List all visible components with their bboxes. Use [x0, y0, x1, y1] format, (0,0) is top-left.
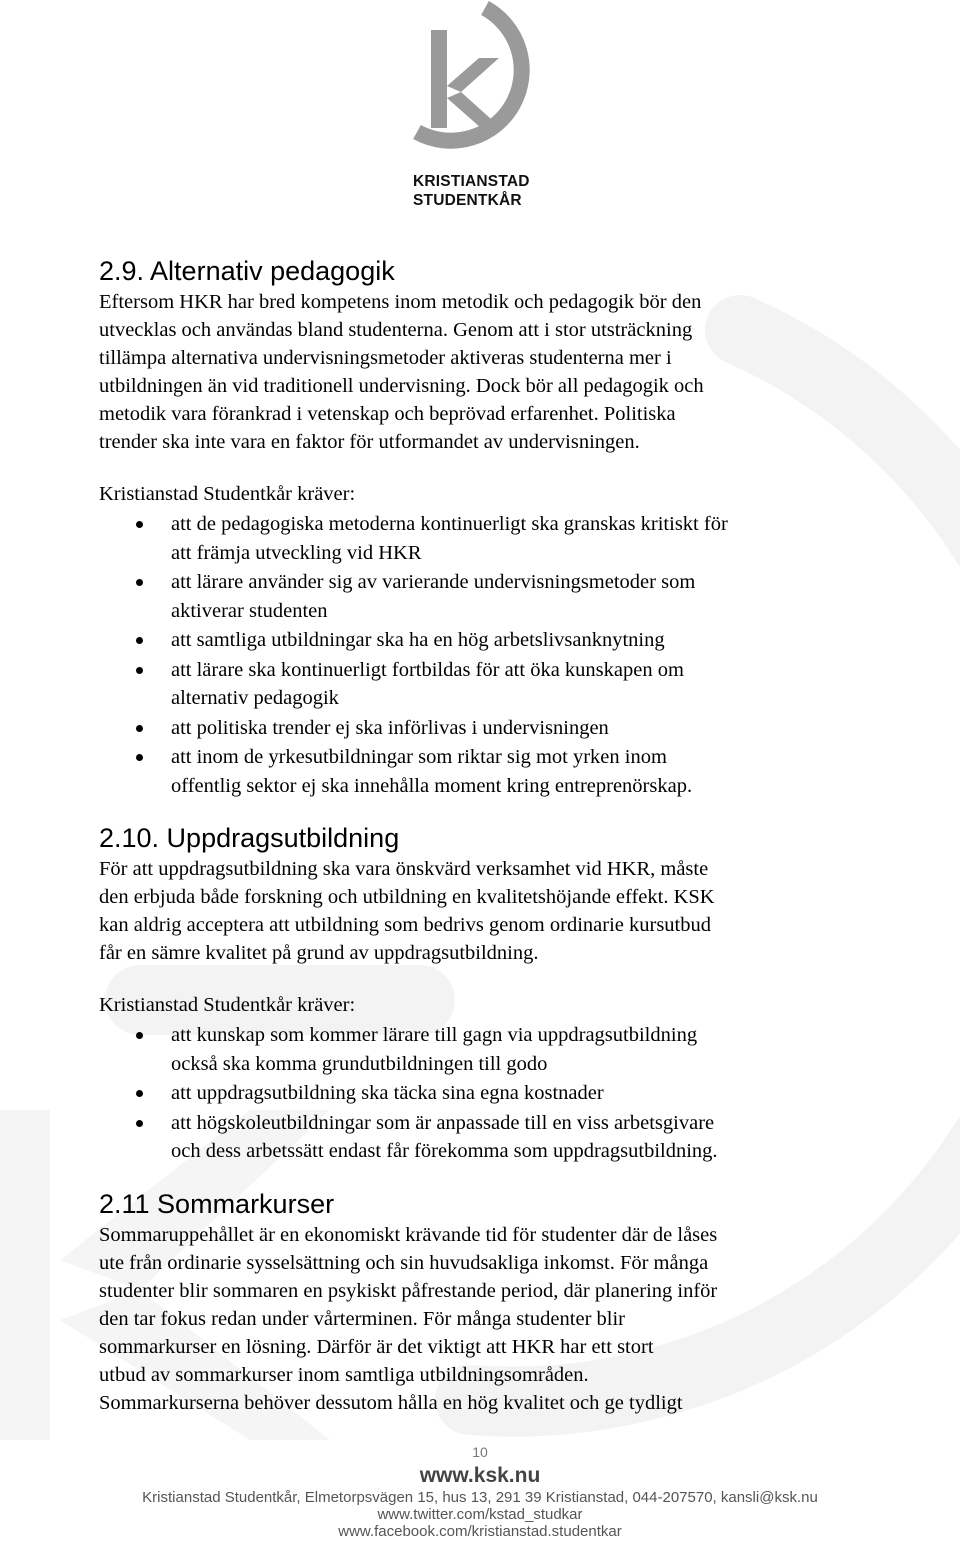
list-item: att de pedagogiska metoderna kontinuerligt ska granskas kritiskt för att främja utveckling vid HKR: [99, 510, 859, 567]
bullet-icon: [136, 1032, 143, 1039]
body-line: utbildningen än vid traditionell undervisning. Dock bör all pedagogik och: [99, 375, 704, 397]
body-line: metodik vara förankrad i vetenskap och beprövad erfarenhet. Politiska: [99, 403, 676, 425]
list-item: att kunskap som kommer lärare till gagn via uppdragsutbildning också ska komma grundutbildningen till godo: [99, 1021, 859, 1078]
bullet-icon: [136, 1090, 143, 1097]
demand-list: [99, 510, 859, 800]
list-item: att uppdragsutbildning ska täcka sina egna kostnader: [99, 1079, 859, 1108]
list-item: att samtliga utbildningar ska ha en hög arbetslivsanknytning: [99, 626, 859, 655]
list-item: att högskoleutbildningar som är anpassade till en viss arbetsgivare och dess arbetssätt endast får förekomma som uppdragsutbildning.: [99, 1109, 859, 1166]
bullet-icon: [136, 637, 143, 644]
body-line: ute från ordinarie sysselsättning och sin huvudsakliga inkomst. För många: [99, 1251, 709, 1274]
body-line: tillämpa alternativa undervisningsmetoder aktiveras studenterna mer i: [99, 347, 672, 369]
body-line: får en sämre kvalitet på grund av uppdragsutbildning.: [99, 942, 539, 964]
demand-list: [99, 1021, 859, 1166]
section-body-sommarkurser: [99, 1221, 859, 1417]
page-number: 10: [472, 1444, 488, 1460]
section-heading-alternativ-pedagogik: 2.9. Alternativ pedagogik: [99, 256, 395, 286]
bullet-icon: [136, 1120, 143, 1127]
body-line: den erbjuda både forskning och utbildning en kvalitetshöjande effekt. KSK: [99, 886, 715, 908]
twitter-link[interactable]: www.twitter.com/kstad_studkar: [377, 1506, 583, 1523]
body-line: utvecklas och användas bland studenterna. Genom att i stor utsträckning: [99, 319, 693, 341]
body-line: Sommarkurserna behöver dessutom hålla en hög kvalitet och ge tydligt: [99, 1391, 683, 1414]
website-link[interactable]: www.ksk.nu: [419, 1464, 541, 1487]
bullet-icon: [136, 754, 143, 761]
demand-intro: Kristianstad Studentkår kräver:: [99, 483, 356, 505]
footer-address: Kristianstad Studentkår, Elmetorpsvägen 15, hus 13, 291 39 Kristianstad, 044-207570, kansli@ksk.nu: [142, 1489, 818, 1506]
list-item: att politiska trender ej ska införlivas i undervisningen: [99, 714, 859, 743]
list-item: att lärare använder sig av varierande undervisningsmetoder som aktiverar studenten: [99, 568, 859, 625]
body-line: studenter blir sommaren en psykiskt påfrestande period, där planering inför: [99, 1279, 718, 1302]
body-line: den tar fokus redan under vårterminen. För många studenter blir: [99, 1307, 625, 1330]
logo-line-2: STUDENTKÅR: [413, 192, 522, 209]
body-line: Sommaruppehållet är en ekonomiskt krävande tid för studenter där de låses: [99, 1223, 718, 1246]
body-line: trender ska inte vara en faktor för utformandet av undervisningen.: [99, 431, 640, 453]
section-heading-uppdragsutbildning: 2.10. Uppdragsutbildning: [99, 823, 400, 853]
body-line: sommarkurser en lösning. Därför är det viktigt att HKR har ett stort: [99, 1335, 654, 1358]
section-body-alternativ-pedagogik: [99, 288, 859, 456]
bullet-icon: [136, 579, 143, 586]
section-heading-sommarkurser: 2.11 Sommarkurser: [99, 1188, 335, 1219]
list-item: att inom de yrkesutbildningar som riktar sig mot yrken inom offentlig sektor ej ska innehålla moment kring entreprenörskap.: [99, 743, 859, 800]
document-body: [99, 254, 859, 1417]
page-footer: [0, 1441, 960, 1540]
bullet-icon: [136, 667, 143, 674]
logo-wordmark: [413, 172, 530, 210]
list-item: att lärare ska kontinuerligt fortbildas för att öka kunskapen om alternativ pedagogik: [99, 656, 859, 713]
bullet-icon: [136, 521, 143, 528]
bullet-icon: [136, 725, 143, 732]
body-line: Eftersom HKR har bred kompetens inom metodik och pedagogik bör den: [99, 291, 702, 313]
body-line: kan aldrig acceptera att utbildning som bedrivs genom ordinarie kursutbud: [99, 914, 711, 936]
facebook-link[interactable]: www.facebook.com/kristianstad.studentkar: [338, 1523, 622, 1540]
body-line: För att uppdragsutbildning ska vara önskvärd verksamhet vid HKR, måste: [99, 858, 709, 880]
logo-line-1: KRISTIANSTAD: [413, 173, 530, 190]
body-line: utbud av sommarkurser inom samtliga utbildningsområden.: [99, 1363, 589, 1386]
section-body-uppdragsutbildning: [99, 855, 859, 967]
demand-intro: Kristianstad Studentkår kräver:: [99, 994, 356, 1016]
